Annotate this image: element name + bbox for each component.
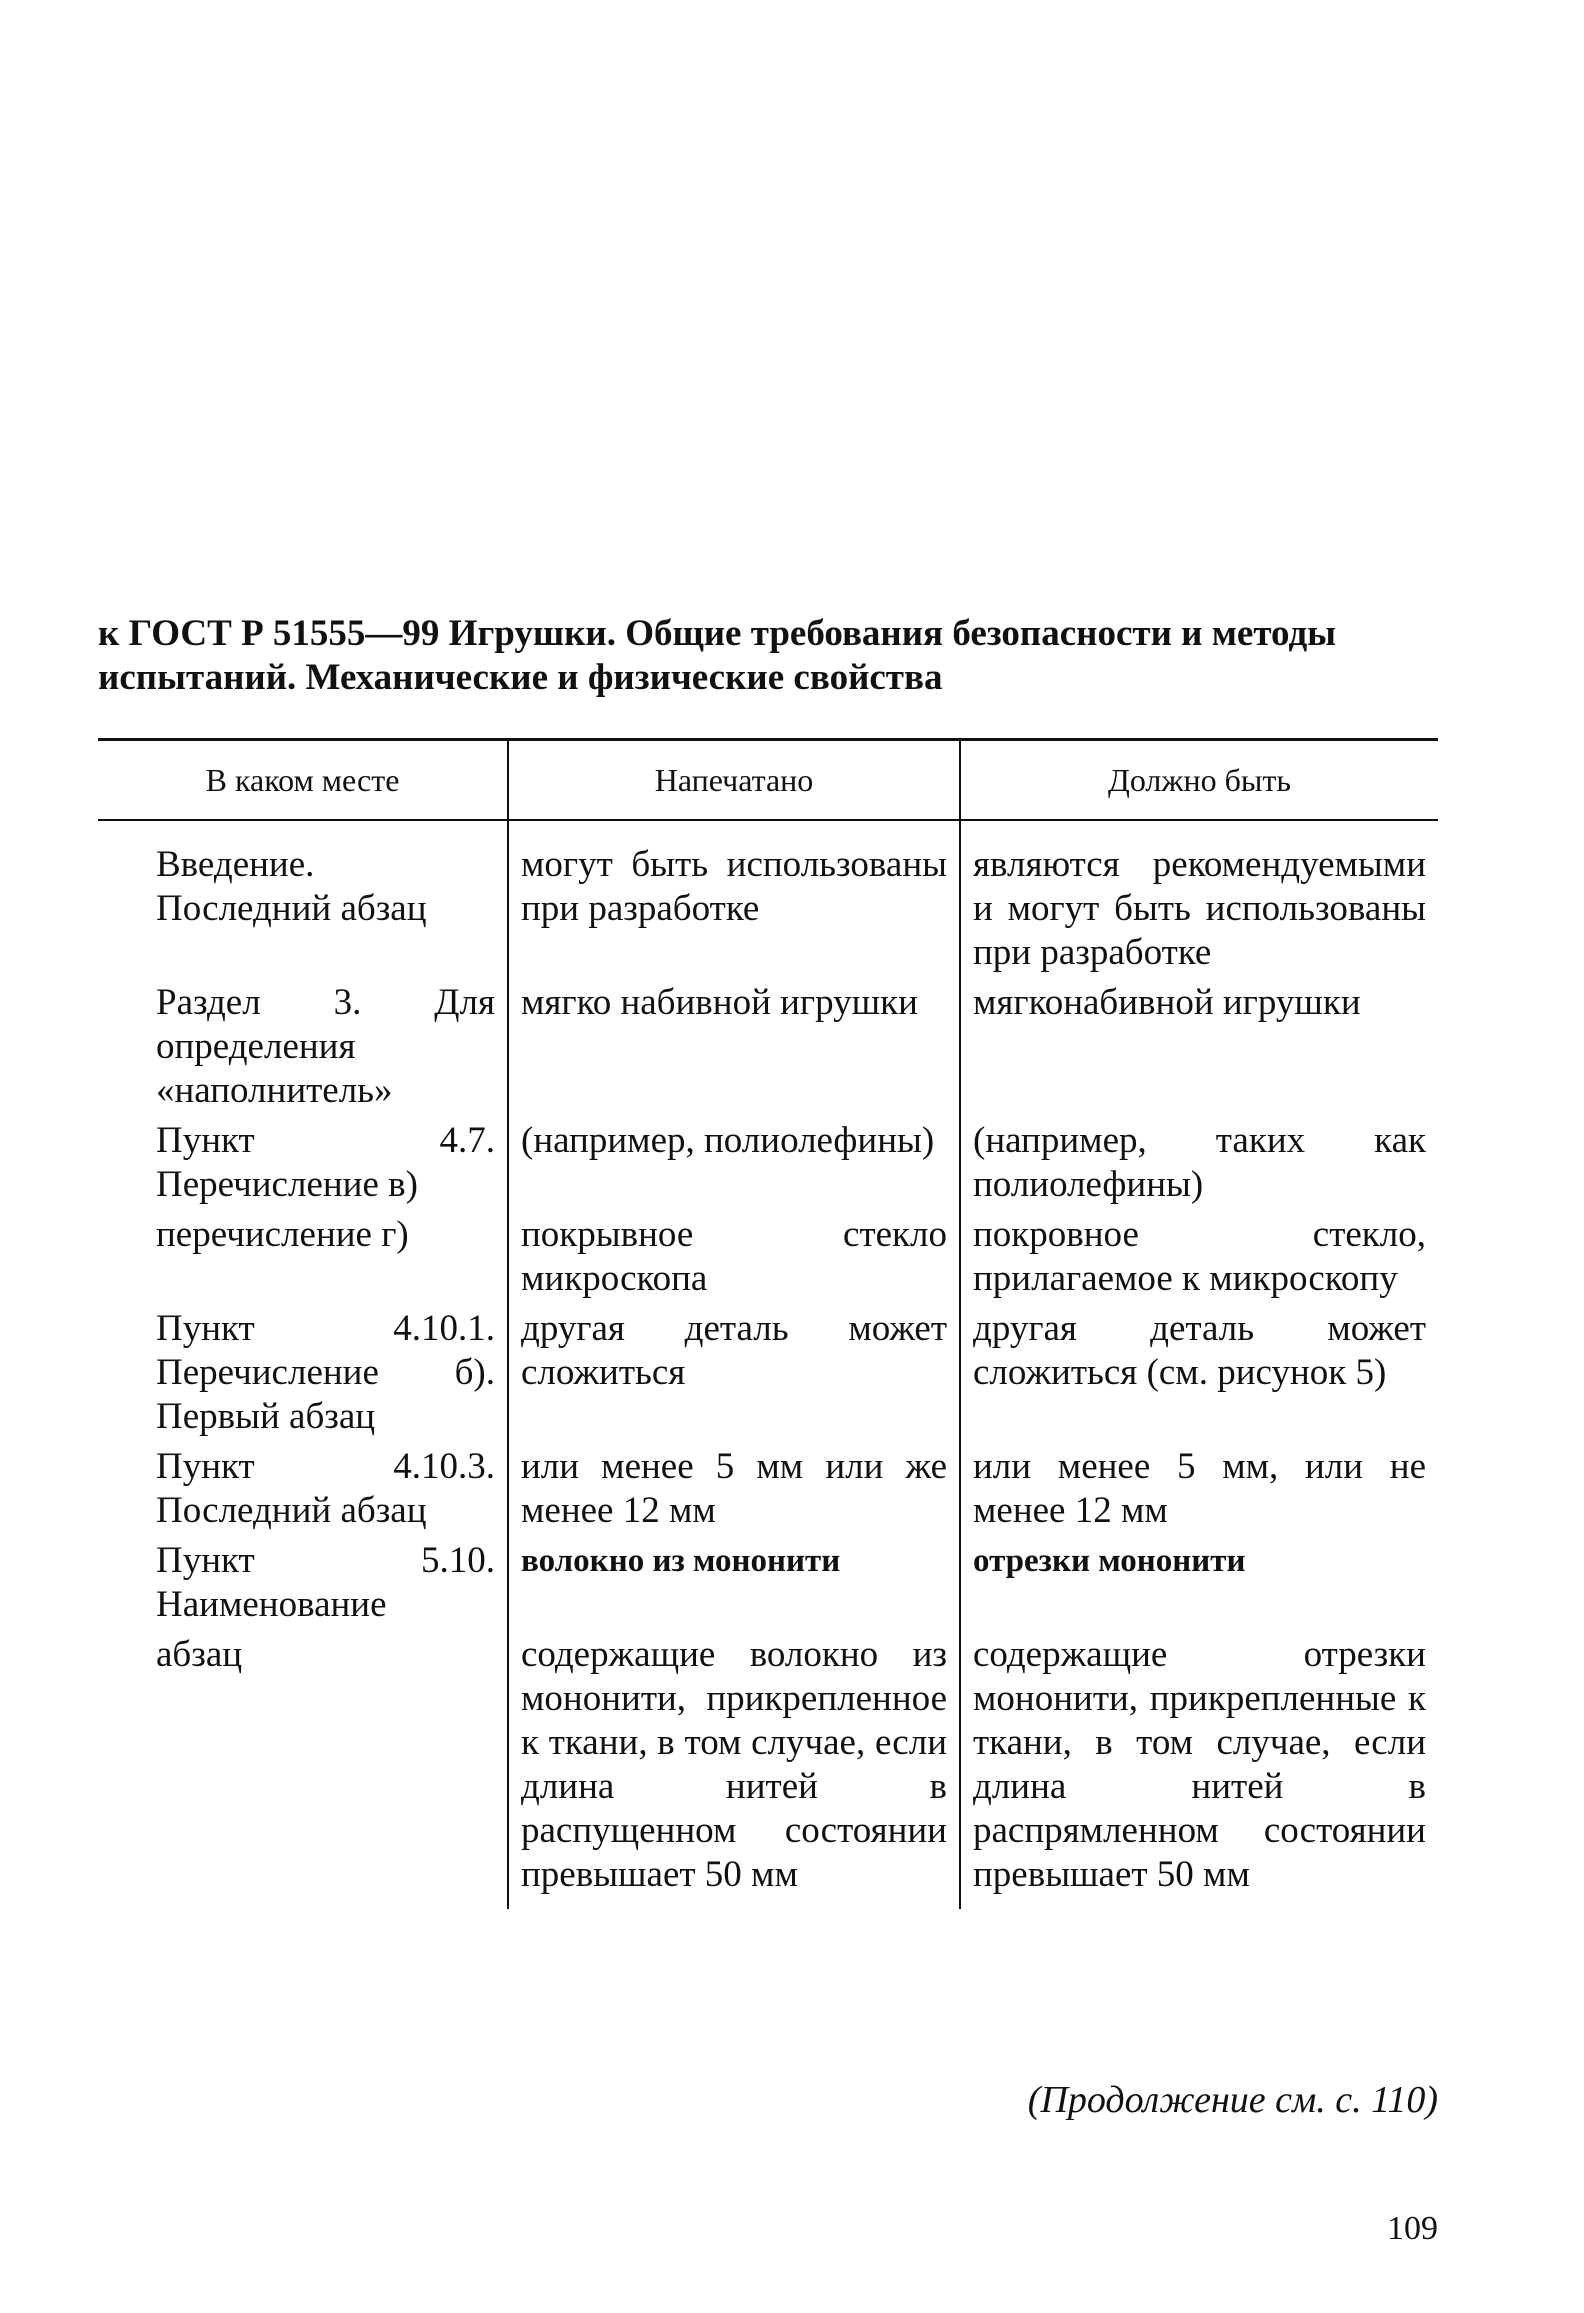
cell-printed: содержащие волокно из мононити, прикрепленное к ткани, в том случае, если длина нитей в распущенном состоянии превышает 50 мм: [508, 1627, 960, 1909]
cell-place: Пункт 4.10.3. Последний абзац: [156, 1446, 495, 1531]
table-row: [98, 1113, 1438, 1207]
cell-printed: или менее 5 мм или же менее 12 мм: [508, 1439, 960, 1533]
cell-printed: другая деталь может сложиться: [508, 1301, 960, 1439]
heading-line-1: к ГОСТ Р 51555—99 Игрушки. Общие требования безопасности и методы: [98, 613, 1337, 654]
document-heading: [98, 612, 1438, 700]
table-row: [98, 820, 1438, 975]
cell-place: абзац: [156, 1634, 243, 1675]
cell-place: Введение. Последний абзац: [156, 844, 427, 929]
column-header-place: В каком месте: [98, 740, 508, 821]
cell-printed: волокно из мононити: [508, 1533, 960, 1627]
table-row: [98, 1627, 1438, 1909]
cell-place: Раздел 3. Для определения «наполнитель»: [156, 982, 495, 1111]
continuation-note: (Продолжение см. с. 110): [1027, 2079, 1438, 2121]
table-row: [98, 1533, 1438, 1627]
cell-correct: другая деталь может сложиться (см. рисунок 5): [960, 1301, 1438, 1439]
table-row: [98, 975, 1438, 1113]
cell-place: Пункт 4.7. Перечисление в): [156, 1120, 495, 1205]
table-row: [98, 1301, 1438, 1439]
errata-table: [98, 738, 1438, 1909]
heading-line-2: испытаний. Механические и физические свойства: [98, 657, 943, 698]
cell-place: Пункт 5.10. Наименование: [156, 1540, 495, 1625]
cell-place: перечисление г): [156, 1214, 409, 1255]
cell-place: Пункт 4.10.1. Перечисление б). Первый абзац: [156, 1308, 495, 1437]
errata-table-container: [98, 738, 1438, 1909]
cell-correct: отрезки мононити: [960, 1533, 1438, 1627]
cell-printed: могут быть использованы при разработке: [508, 820, 960, 975]
cell-correct: (например, таких как полиолефины): [960, 1113, 1438, 1207]
table-row: [98, 1439, 1438, 1533]
cell-correct: являются рекомендуемыми и могут быть использованы при разработке: [960, 820, 1438, 975]
cell-correct: мягконабивной игрушки: [960, 975, 1438, 1113]
table-header-row: [98, 740, 1438, 821]
cell-correct: покровное стекло, прилагаемое к микроскопу: [960, 1207, 1438, 1301]
column-header-printed: Напечатано: [508, 740, 960, 821]
cell-correct: содержащие отрезки мононити, прикрепленные к ткани, в том случае, если длина нитей в распрямленном состоянии превышает 50 мм: [960, 1627, 1438, 1909]
table-row: [98, 1207, 1438, 1301]
page-number: 109: [1387, 2210, 1438, 2247]
cell-printed: покрывное стекло микроскопа: [508, 1207, 960, 1301]
cell-printed: мягко набивной игрушки: [508, 975, 960, 1113]
column-header-correct: Должно быть: [960, 740, 1438, 821]
cell-printed: (например, полиолефины): [508, 1113, 960, 1207]
cell-correct: или менее 5 мм, или не менее 12 мм: [960, 1439, 1438, 1533]
